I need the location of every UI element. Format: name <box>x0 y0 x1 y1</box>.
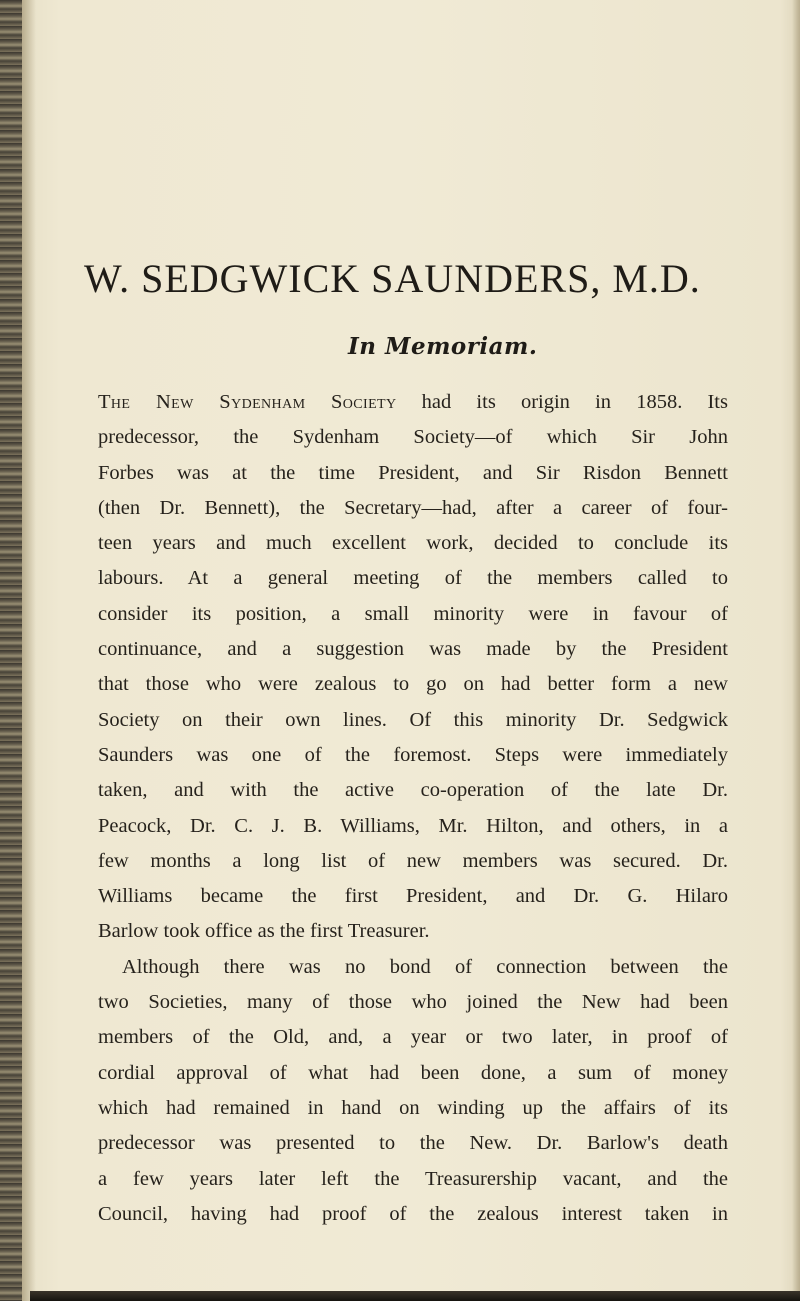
text-line: two Societies, many of those who joined the New had been <box>98 991 728 1014</box>
text-line: teen years and much excellent work, decided to conclude its <box>98 532 728 555</box>
text-line: Peacock, Dr. C. J. B. Williams, Mr. Hilton, and others, in a <box>98 814 728 837</box>
text-line: consider its position, a small minority were in favour of <box>98 602 728 625</box>
text-line: Society on their own lines. Of this minority Dr. Sedgwick <box>98 708 728 731</box>
text-line: that those who were zealous to go on had better form a new <box>98 673 728 696</box>
text-line: taken, and with the active co-operation of the late Dr. <box>98 779 728 802</box>
text-line: Although there was no bond of connection between the <box>122 955 728 978</box>
page-edge <box>792 0 800 1301</box>
text-line: continuance, and a suggestion was made by the President <box>98 638 728 661</box>
text-line: Forbes was at the time President, and Sir Risdon Bennett <box>98 461 728 484</box>
text-line: predecessor was presented to the New. Dr. Barlow's death <box>98 1132 728 1155</box>
text-line: cordial approval of what had been done, a sum of money <box>98 1061 728 1084</box>
page-title: W. SEDGWICK SAUNDERS, M.D. <box>84 256 701 301</box>
text-line: Council, having had proof of the zealous interest taken in <box>98 1202 728 1225</box>
binding-edge <box>0 0 22 1301</box>
text-line: Barlow took office as the first Treasurer. <box>98 920 430 943</box>
lead-small-caps: The New Sydenham Society <box>98 391 397 413</box>
text-line: which had remained in hand on winding up the affairs of its <box>98 1096 728 1119</box>
text-line: predecessor, the Sydenham Society—of which Sir John <box>98 426 728 449</box>
text-line: (then Dr. Bennett), the Secretary—had, after a career of four- <box>98 496 728 519</box>
text-line: members of the Old, and, a year or two later, in proof of <box>98 1026 728 1049</box>
binding-shadow <box>22 0 36 1301</box>
text-line: Saunders was one of the foremost. Steps were immediately <box>98 743 728 766</box>
text-line: The New Sydenham Society had its origin in 1858. Its <box>98 391 728 413</box>
page-subtitle: In Memoriam. <box>348 333 538 360</box>
text-line: labours. At a general meeting of the members called to <box>98 567 728 590</box>
bottom-rule <box>30 1291 800 1301</box>
text-line: few months a long list of new members was secured. Dr. <box>98 849 728 872</box>
body-text <box>98 385 728 1232</box>
text-line: a few years later left the Treasurership vacant, and the <box>98 1167 728 1190</box>
text-line: Williams became the first President, and Dr. G. Hilaro <box>98 885 728 908</box>
